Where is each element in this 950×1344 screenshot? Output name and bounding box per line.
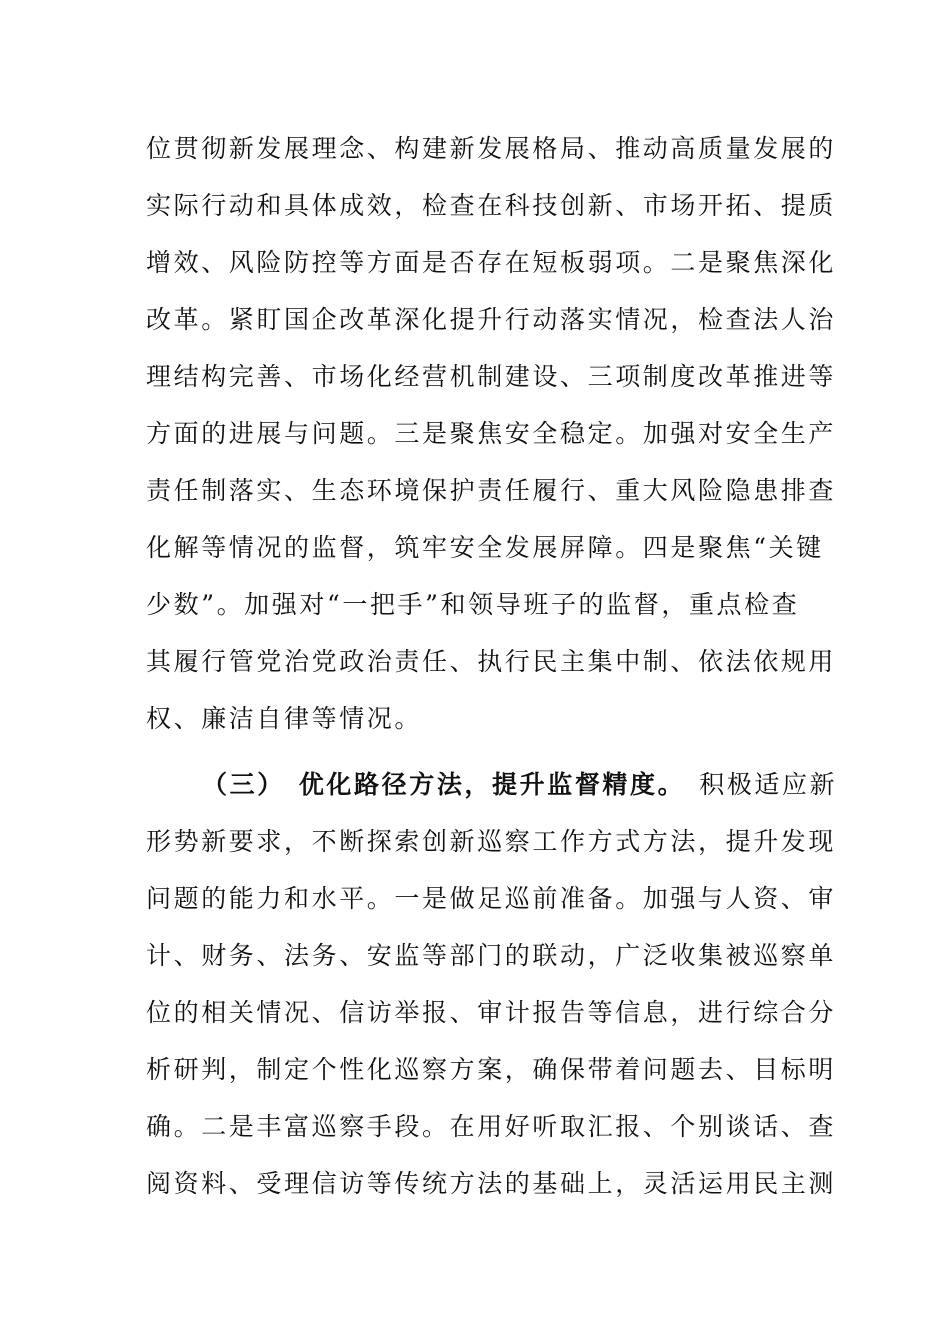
- paragraph-2-line: 计、财务、法务、安监等部门的联动，广泛收集被巡察单: [146, 941, 837, 970]
- paragraph-1-line: 理结构完善、市场化经营机制建设、三项制度改革推进等: [146, 362, 837, 391]
- paragraph-1-line: 责任制落实、生态环境保护责任履行、重大风险隐患排查: [146, 476, 837, 505]
- section-heading-rest: 积极适应新: [699, 770, 838, 799]
- paragraph-1: [146, 120, 837, 747]
- paragraph-2-line: 问题的能力和水平。一是做足巡前准备。加强与人资、审: [146, 884, 837, 913]
- paragraph-1-line: 权、廉洁自律等情况。: [146, 704, 423, 733]
- paragraph-2-line: 阅资料、受理信访等传统方法的基础上，灵活运用民主测: [146, 1169, 837, 1198]
- paragraph-2-line: 位的相关情况、信访举报、审计报告等信息，进行综合分: [146, 998, 837, 1027]
- paragraph-1-line: 改革。紧盯国企改革深化提升行动落实情况，检查法人治: [146, 305, 837, 334]
- paragraph-1-line: 少数”。加强对“一把手”和领导班子的监督，重点检查: [146, 590, 800, 619]
- paragraph-2-heading-line: [146, 756, 838, 813]
- paragraph-1-line: 实际行动和具体成效，检查在科技创新、市场开拓、提质: [146, 191, 837, 220]
- paragraph-1-line: 位贯彻新发展理念、构建新发展格局、推动高质量发展的: [146, 134, 837, 163]
- paragraph-2-line: 形势新要求，不断探索创新巡察工作方式方法，提升发现: [146, 827, 837, 856]
- paragraph-2-line: 确。二是丰富巡察手段。在用好听取汇报、个别谈话、查: [146, 1112, 837, 1141]
- section-heading-number: （三）: [202, 770, 285, 799]
- paragraph-1-line: 增效、风险防控等方面是否存在短板弱项。二是聚焦深化: [146, 248, 837, 277]
- paragraph-1-line: 化解等情况的监督，筑牢安全发展屏障。四是聚焦“关键: [146, 533, 824, 562]
- paragraph-1-line: 方面的进展与问题。三是聚焦安全稳定。加强对安全生产: [146, 419, 837, 448]
- paragraph-2: [146, 756, 838, 1212]
- paragraph-2-line: 析研判，制定个性化巡察方案，确保带着问题去、目标明: [146, 1055, 837, 1084]
- section-heading-title: 优化路径方法，提升监督精度。: [298, 770, 686, 799]
- paragraph-1-line: 其履行管党治党政治责任、执行民主集中制、依法依规用: [146, 647, 837, 676]
